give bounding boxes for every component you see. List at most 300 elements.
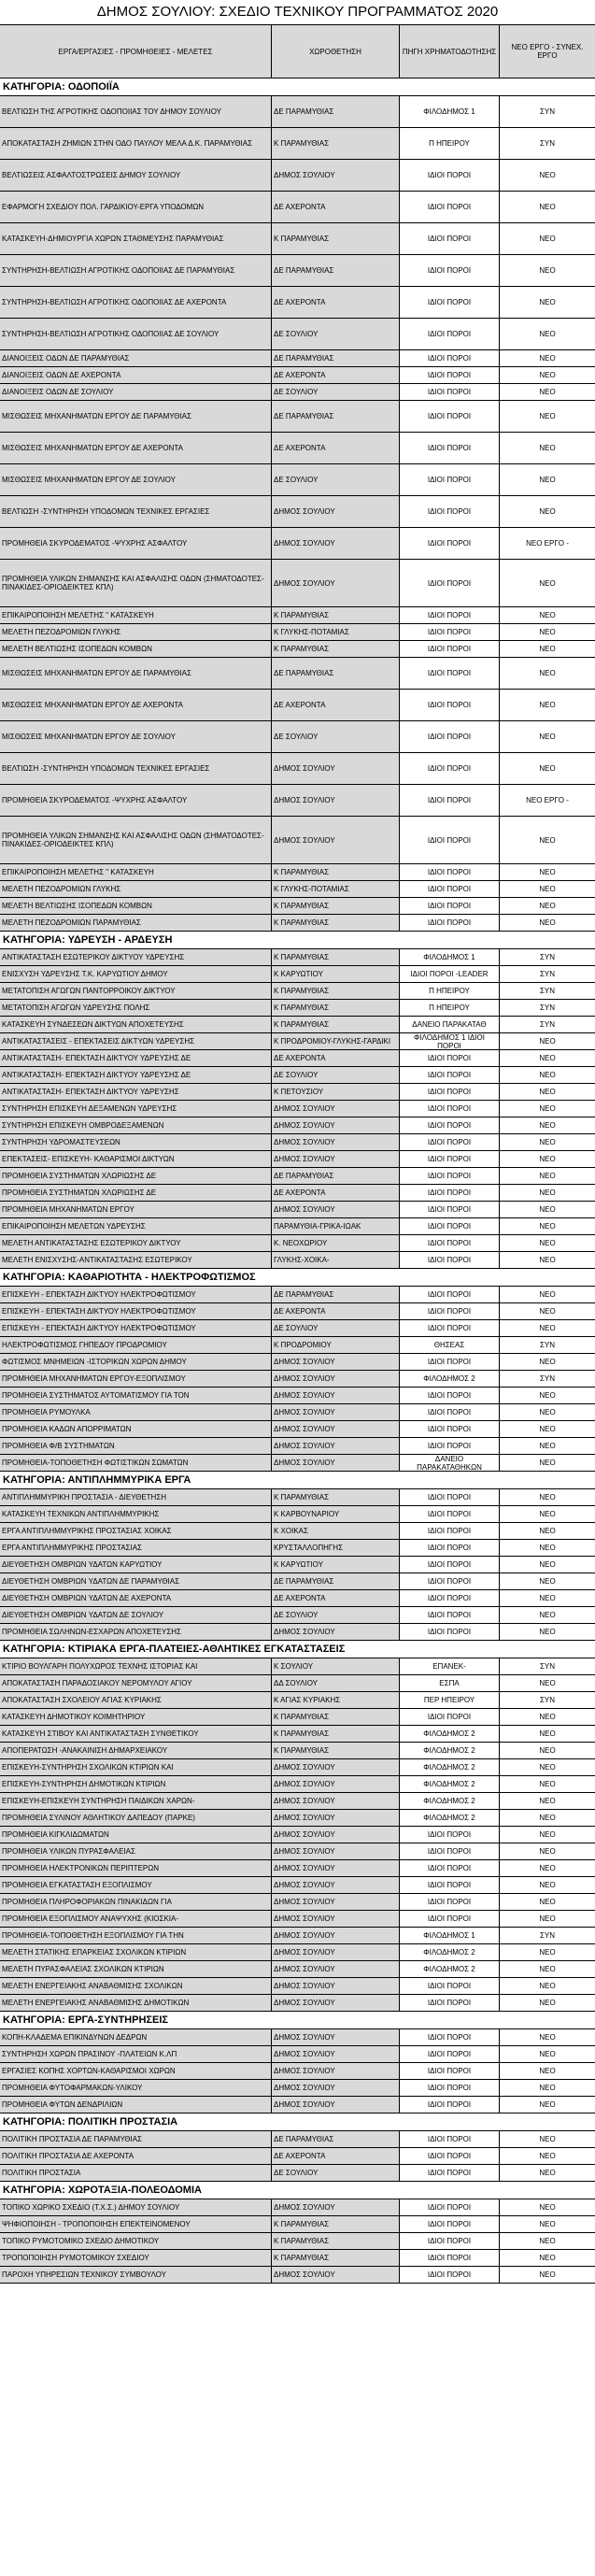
location-cell: ΔΗΜΟΣ ΣΟΥΛΙΟΥ <box>272 1117 400 1133</box>
location-cell: ΔΗΜΟΣ ΣΟΥΛΙΟΥ <box>272 1776 400 1792</box>
funding-cell: ΙΔΙΟΙ ΠΟΡΟΙ <box>400 2097 500 2113</box>
funding-cell: ΙΔΙΟΙ ΠΟΡΟΙ <box>400 1235 500 1251</box>
table-row <box>0 1877 595 1894</box>
work-cell: ΕΠΙΣΚΕΥΗ-ΣΥΝΤΗΡΗΣΗ ΔΗΜΟΤΙΚΩΝ ΚΤΙΡΙΩΝ <box>0 1776 272 1792</box>
status-cell: ΝΕΟ <box>500 350 595 366</box>
work-cell: ΠΡΟΜΗΘΕΙΑ ΜΗΧΑΝΗΜΑΤΩΝ ΕΡΓΟΥ-ΕΞΟΠΛΙΣΜΟΥ <box>0 1371 272 1387</box>
work-cell: ΕΠΙΚΑΙΡΟΠΟΙΗΣΗ ΜΕΛΕΤΗΣ " ΚΑΤΑΣΚΕΥΗ <box>0 607 272 623</box>
table-row <box>0 433 595 464</box>
work-cell: ΚΤΙΡΙΟ ΒΟΥΛΓΑΡΗ ΠΟΛΥΧΩΡΟΣ ΤΕΧΝΗΣ ΙΣΤΟΡΙΑΣ ΚΑΙ <box>0 1658 272 1674</box>
work-cell: ΒΕΛΤΙΩΣΗ -ΣΥΝΤΗΡΗΣΗ ΥΠΟΔΟΜΩΝ ΤΕΧΝΙΚΕΣ ΕΡΓΑΣΙΕΣ <box>0 753 272 784</box>
status-cell: ΝΕΟ <box>500 192 595 222</box>
table-row <box>0 1944 595 1961</box>
status-cell: ΝΕΟ <box>500 607 595 623</box>
work-cell: ΑΝΤΙΚΑΤΑΣΤΑΣΗ ΕΣΩΤΕΡΙΚΟΥ ΔΙΚΤΥΟΥ ΥΔΡΕΥΣΗΣ <box>0 949 272 965</box>
funding-cell: ΙΔΙΟΙ ΠΟΡΟΙ <box>400 2046 500 2062</box>
table-row <box>0 1354 595 1371</box>
status-cell: ΝΕΟ <box>500 1388 595 1403</box>
work-cell: ΤΡΟΠΟΠΟΙΗΣΗ ΡΥΜΟΤΟΜΙΚΟΥ ΣΧΕΔΙΟΥ <box>0 2250 272 2266</box>
work-cell: ΔΙΕΥΘΕΤΗΣΗ ΟΜΒΡΙΩΝ ΥΔΑΤΩΝ ΚΑΡΥΩΤΙΟΥ <box>0 1557 272 1573</box>
status-cell: ΣΥΝ <box>500 1017 595 1032</box>
status-cell: ΝΕΟ <box>500 1726 595 1742</box>
funding-cell: ΙΔΙΟΙ ΠΟΡΟΙ <box>400 1303 500 1319</box>
location-cell: ΔΕ ΠΑΡΑΜΥΘΙΑΣ <box>272 2131 400 2147</box>
table-row <box>0 1573 595 1590</box>
status-cell: ΝΕΟ <box>500 1252 595 1268</box>
table-row <box>0 1202 595 1218</box>
status-cell: ΝΕΟ <box>500 1404 595 1420</box>
work-cell: ΠΡΟΜΗΘΕΙΑ Φ/Β ΣΥΣΤΗΜΑΤΩΝ <box>0 1438 272 1454</box>
funding-cell: ΙΔΙΟΙ ΠΟΡΟΙ <box>400 1523 500 1539</box>
work-cell: ΠΡΟΜΗΘΕΙΑ ΣΚΥΡΟΔΕΜΑΤΟΣ -ΨΥΧΡΗΣ ΑΣΦΑΛΤΟΥ <box>0 528 272 559</box>
work-cell: ΔΙΑΝΟΙΞΕΙΣ ΟΔΩΝ ΔΕ ΑΧΕΡΟΝΤΑ <box>0 367 272 383</box>
table-row <box>0 607 595 624</box>
location-cell: ΠΑΡΑΜΥΘΙΑ-ΓΡΙΚΑ-ΙΩΑΚ <box>272 1218 400 1234</box>
location-cell: ΔΗΜΟΣ ΣΟΥΛΙΟΥ <box>272 560 400 606</box>
status-cell: ΝΕΟ <box>500 560 595 606</box>
location-cell: Κ ΠΑΡΑΜΥΘΙΑΣ <box>272 915 400 931</box>
status-cell: ΝΕΟ <box>500 401 595 432</box>
location-cell: Κ ΠΑΡΑΜΥΘΙΑΣ <box>272 2216 400 2232</box>
funding-cell: ΙΔΙΟΙ ΠΟΡΟΙ <box>400 1438 500 1454</box>
location-cell: ΔΗΜΟΣ ΣΟΥΛΙΟΥ <box>272 785 400 816</box>
table-row <box>0 1860 595 1877</box>
funding-cell: ΙΔΙΟΙ ΠΟΡΟΙ <box>400 1151 500 1167</box>
work-cell: ΔΙΕΥΘΕΤΗΣΗ ΟΜΒΡΙΩΝ ΥΔΑΤΩΝ ΔΕ ΣΟΥΛΙΟΥ <box>0 1607 272 1623</box>
funding-cell: ΙΔΙΟΙ ΠΟΡΟΙ <box>400 2063 500 2079</box>
location-cell: ΔΗΜΟΣ ΣΟΥΛΙΟΥ <box>272 1810 400 1826</box>
work-cell: ΠΡΟΜΗΘΕΙΑ ΦΥΤΟΦΑΡΜΑΚΩΝ-ΥΛΙΚΟΥ <box>0 2080 272 2096</box>
status-cell: ΝΕΟ ΕΡΓΟ - <box>500 528 595 559</box>
table-row <box>0 721 595 753</box>
funding-cell: ΙΔΙΟΙ ΠΟΡΟΙ <box>400 1709 500 1725</box>
work-cell: ΠΡΟΜΗΘΕΙΑ ΚΙΓΚΛΙΔΩΜΑΤΩΝ <box>0 1827 272 1843</box>
status-cell: ΣΥΝ <box>500 96 595 127</box>
table-row <box>0 817 595 864</box>
status-cell: ΣΥΝ <box>500 949 595 965</box>
work-cell: ΑΠΟΚΑΤΑΣΤΑΣΗ ΖΗΜΙΩΝ ΣΤΗΝ ΟΔΟ ΠΑΥΛΟΥ ΜΕΛΑ Δ.Κ. ΠΑΡΑΜΥΘΙΑΣ <box>0 128 272 159</box>
location-cell: ΔΕ ΣΟΥΛΙΟΥ <box>272 2165 400 2181</box>
location-cell: ΔΗΜΟΣ ΣΟΥΛΙΟΥ <box>272 1877 400 1893</box>
funding-cell: ΙΔΙΟΙ ΠΟΡΟΙ <box>400 1117 500 1133</box>
status-cell: ΝΕΟ <box>500 881 595 897</box>
funding-cell: ΙΔΙΟΙ ΠΟΡΟΙ <box>400 1506 500 1522</box>
location-cell: ΔΕ ΑΧΕΡΟΝΤΑ <box>272 287 400 318</box>
work-cell: ΚΑΤΑΣΚΕΥΗ ΣΥΝΔΕΣΕΩΝ ΔΙΚΤΥΩΝ ΑΠΟΧΕΤΕΥΣΗΣ <box>0 1017 272 1032</box>
funding-cell: ΙΔΙΟΙ ΠΟΡΟΙ <box>400 496 500 527</box>
funding-cell: ΦΙΛΟΔΗΜΟΣ 2 <box>400 1743 500 1758</box>
table-row <box>0 753 595 785</box>
table-row <box>0 1455 595 1472</box>
table-row <box>0 2165 595 2182</box>
funding-cell: ΔΑΝΕΙΟ ΠΑΡΑΚΑΤΑΘ <box>400 1017 500 1032</box>
table-row <box>0 1911 595 1928</box>
funding-cell: ΘΗΣΕΑΣ <box>400 1337 500 1353</box>
table-row <box>0 287 595 319</box>
status-cell: ΝΕΟ <box>500 1506 595 1522</box>
status-cell: ΝΕΟ <box>500 2250 595 2266</box>
work-cell: ΚΑΤΑΣΚΕΥΗ ΣΤΙΒΟΥ ΚΑΙ ΑΝΤΙΚΑΤΑΣΤΑΣΗ ΣΥΝΘΕΤΙΚΟΥ <box>0 1726 272 1742</box>
work-cell: ΚΟΠΗ-ΚΛΑΔΕΜΑ ΕΠΙΚΙΝΔΥΝΩΝ ΔΕΔΡΩΝ <box>0 2029 272 2045</box>
status-cell: ΝΕΟ <box>500 255 595 286</box>
table-row <box>0 350 595 367</box>
location-cell: ΔΗΜΟΣ ΣΟΥΛΙΟΥ <box>272 1151 400 1167</box>
location-cell: ΔΕ ΠΑΡΑΜΥΘΙΑΣ <box>272 658 400 689</box>
status-cell: ΝΕΟ <box>500 1438 595 1454</box>
table-row <box>0 128 595 160</box>
table-row <box>0 528 595 560</box>
location-cell: Κ ΧΟΙΚΑΣ <box>272 1523 400 1539</box>
funding-cell: ΙΔΙΟΙ ΠΟΡΟΙ <box>400 1320 500 1336</box>
work-cell: ΔΙΕΥΘΕΤΗΣΗ ΟΜΒΡΙΩΝ ΥΔΑΤΩΝ ΔΕ ΑΧΕΡΟΝΤΑ <box>0 1590 272 1606</box>
location-cell: Κ ΓΛΥΚΗΣ-ΠΟΤΑΜΙΑΣ <box>272 624 400 640</box>
table-row <box>0 223 595 255</box>
funding-cell: ΙΔΙΟΙ ΠΟΡΟΙ <box>400 2199 500 2215</box>
table-row <box>0 2199 595 2216</box>
funding-cell: ΦΙΛΟΔΗΜΟΣ 2 <box>400 1944 500 1960</box>
work-cell: ΜΕΤΑΤΟΠΙΣΗ ΑΓΩΓΩΝ ΠΑΝΤΟΡΡΟΙΚΟΥ ΔΙΚΤΥΟΥ <box>0 983 272 999</box>
table-row <box>0 1117 595 1134</box>
status-cell: ΣΥΝ <box>500 983 595 999</box>
table-row <box>0 1978 595 1995</box>
work-cell: ΠΡΟΜΗΘΕΙΑ ΥΛΙΚΩΝ ΣΗΜΑΝΣΗΣ ΚΑΙ ΑΣΦΑΛΙΣΗΣ ΟΔΩΝ (ΣΗΜΑΤΟΔΟΤΕΣ-ΠΙΝΑΚΙΔΕΣ-ΟΡΙΟΔΕΙΚΤΕΣ ΚΠΛ) <box>0 560 272 606</box>
work-cell: ΠΡΟΜΗΘΕΙΑ ΣΚΥΡΟΔΕΜΑΤΟΣ -ΨΥΧΡΗΣ ΑΣΦΑΛΤΟΥ <box>0 785 272 816</box>
table-row <box>0 898 595 915</box>
work-cell: ΜΕΛΕΤΗ ΕΝΕΡΓΕΙΑΚΗΣ ΑΝΑΒΑΘΜΙΣΗΣ ΣΧΟΛΙΚΩΝ <box>0 1978 272 1994</box>
work-cell: ΕΠΕΚΤΑΣΕΙΣ- ΕΠΙΣΚΕΥΗ- ΚΑΘΑΡΙΣΜΟΙ ΔΙΚΤΥΩΝ <box>0 1151 272 1167</box>
status-cell: ΝΕΟ <box>500 1624 595 1640</box>
table-row <box>0 1506 595 1523</box>
funding-cell: ΙΔΙΟΙ ΠΟΡΟΙ <box>400 350 500 366</box>
status-cell: ΝΕΟ <box>500 658 595 689</box>
work-cell: ΜΙΣΘΩΣΕΙΣ ΜΗΧΑΝΗΜΑΤΩΝ ΕΡΓΟΥ ΔΕ ΑΧΕΡΟΝΤΑ <box>0 433 272 463</box>
location-cell: ΔΗΜΟΣ ΣΟΥΛΙΟΥ <box>272 1421 400 1437</box>
table-row <box>0 1793 595 1810</box>
work-cell: ΠΡΟΜΗΘΕΙΑ ΣΥΛΙΝΟΥ ΑΘΛΗΤΙΚΟΥ ΔΑΠΕΔΟΥ (ΠΑΡΚΕ) <box>0 1810 272 1826</box>
work-cell: ΗΛΕΚΤΡΟΦΩΤΙΣΜΟΣ ΓΗΠΕΔΟΥ ΠΡΟΔΡΟΜΙΟΥ <box>0 1337 272 1353</box>
table-row <box>0 1185 595 1202</box>
status-cell: ΝΕΟ <box>500 1877 595 1893</box>
funding-cell: ΙΔΙΟΙ ΠΟΡΟΙ <box>400 1084 500 1100</box>
status-cell: ΝΕΟ <box>500 1894 595 1910</box>
location-cell: Κ ΠΑΡΑΜΥΘΙΑΣ <box>272 983 400 999</box>
funding-cell: ΙΔΙΟΙ ΠΟΡΟΙ <box>400 401 500 432</box>
location-cell: ΔΗΜΟΣ ΣΟΥΛΙΟΥ <box>272 1134 400 1150</box>
category-title: ΚΑΤΗΓΟΡΙΑ: ΚΤΙΡΙΑΚΑ ΕΡΓΑ-ΠΛΑΤΕΙΕΣ-ΑΘΛΗΤΙΚΕΣ ΕΓΚΑΤΑΣΤΑΣΕΙΣ <box>0 1641 595 1658</box>
funding-cell: ΙΔΙΟΙ ΠΟΡΟΙ <box>400 192 500 222</box>
table-row <box>0 2267 595 2284</box>
funding-cell: ΔΑΝΕΙΟ ΠΑΡΑΚΑΤΑΘΗΚΩΝ <box>400 1455 500 1471</box>
status-cell: ΝΕΟ <box>500 1455 595 1471</box>
table-row <box>0 1017 595 1033</box>
work-cell: ΕΡΓΑ ΑΝΤΙΠΛΗΜΜΥΡΙΚΗΣ ΠΡΟΣΤΑΣΙΑΣ ΧΟΙΚΑΣ <box>0 1523 272 1539</box>
funding-cell: ΦΙΛΟΔΗΜΟΣ 2 <box>400 1810 500 1826</box>
status-cell: ΝΕΟ <box>500 1793 595 1809</box>
work-cell: ΠΡΟΜΗΘΕΙΑ-ΤΟΠΟΘΕΤΗΣΗ ΕΞΟΠΛΙΣΜΟΥ ΓΙΑ ΤΗΝ <box>0 1928 272 1943</box>
work-cell: ΜΕΛΕΤΗ ΒΕΛΤΙΩΣΗΣ ΙΣΟΠΕΔΩΝ ΚΟΜΒΩΝ <box>0 898 272 914</box>
table-row <box>0 2250 595 2267</box>
table-row <box>0 1252 595 1269</box>
work-cell: ΜΕΛΕΤΗ ΑΝΤΙΚΑΤΑΣΤΑΣΗΣ ΕΣΩΤΕΡΙΚΟΥ ΔΙΚΤΥΟΥ <box>0 1235 272 1251</box>
location-cell: Κ ΠΑΡΑΜΥΘΙΑΣ <box>272 1000 400 1016</box>
location-cell: ΔΗΜΟΣ ΣΟΥΛΙΟΥ <box>272 496 400 527</box>
funding-cell: ΙΔΙΟΙ ΠΟΡΟΙ <box>400 255 500 286</box>
table-row <box>0 1961 595 1978</box>
funding-cell: ΙΔΙΟΙ ΠΟΡΟΙ <box>400 433 500 463</box>
location-cell: ΔΗΜΟΣ ΣΟΥΛΙΟΥ <box>272 1101 400 1117</box>
table-row <box>0 2046 595 2063</box>
funding-cell: ΙΔΙΟΙ ΠΟΡΟΙ <box>400 1218 500 1234</box>
work-cell: ΣΥΝΤΗΡΗΣΗ ΕΠΙΣΚΕΥΗ ΔΕΞΑΜΕΝΩΝ ΥΔΡΕΥΣΗΣ <box>0 1101 272 1117</box>
status-cell: ΣΥΝ <box>500 1371 595 1387</box>
work-cell: ΕΝΙΣΧΥΣΗ ΥΔΡΕΥΣΗΣ Τ.Κ. ΚΑΡΥΩΤΙΟΥ ΔΗΜΟΥ <box>0 966 272 982</box>
table-row <box>0 1658 595 1675</box>
funding-cell: ΙΔΙΟΙ ΠΟΡΟΙ <box>400 1843 500 1859</box>
location-cell: Κ. ΝΕΟΧΩΡΙΟΥ <box>272 1235 400 1251</box>
status-cell: ΝΕΟ <box>500 1421 595 1437</box>
work-cell: ΦΩΤΙΣΜΟΣ ΜΝΗΜΕΙΩΝ -ΙΣΤΟΡΙΚΩΝ ΧΩΡΩΝ ΔΗΜΟΥ <box>0 1354 272 1370</box>
funding-cell: ΙΔΙΟΙ ΠΟΡΟΙ <box>400 1489 500 1505</box>
table-row <box>0 1709 595 1726</box>
status-cell: ΝΕΟ <box>500 1776 595 1792</box>
funding-cell: ΙΔΙΟΙ ΠΟΡΟΙ <box>400 1185 500 1201</box>
location-cell: ΔΕ ΣΟΥΛΙΟΥ <box>272 721 400 752</box>
table-row <box>0 949 595 966</box>
table-row <box>0 1438 595 1455</box>
table-row <box>0 1827 595 1843</box>
work-cell: ΜΕΛΕΤΗ ΕΝΕΡΓΕΙΑΚΗΣ ΑΝΑΒΑΘΜΙΣΗΣ ΔΗΜΟΤΙΚΩΝ <box>0 1995 272 2011</box>
funding-cell: ΙΔΙΟΙ ΠΟΡΟΙ <box>400 528 500 559</box>
table-row <box>0 1000 595 1017</box>
status-cell: ΝΕΟ <box>500 2063 595 2079</box>
category-title: ΚΑΤΗΓΟΡΙΑ: ΟΔΟΠΟΙΪΑ <box>0 78 595 96</box>
location-cell: ΔΕ ΣΟΥΛΙΟΥ <box>272 319 400 349</box>
work-cell: ΒΕΛΤΙΩΣΕΙΣ ΑΣΦΑΛΤΟΣΤΡΩΣΕΙΣ ΔΗΜΟΥ ΣΟΥΛΙΟΥ <box>0 160 272 191</box>
work-cell: ΠΟΛΙΤΙΚΗ ΠΡΟΣΤΑΣΙΑ ΔΕ ΠΑΡΑΜΥΘΙΑΣ <box>0 2131 272 2147</box>
table-row <box>0 1033 595 1050</box>
table-row <box>0 384 595 401</box>
work-cell: ΠΡΟΜΗΘΕΙΑ ΕΞΟΠΛΙΣΜΟΥ ΑΝΑΨΥΧΗΣ (ΚΙΟΣΚΙΑ- <box>0 1911 272 1927</box>
location-cell: ΔΗΜΟΣ ΣΟΥΛΙΟΥ <box>272 1961 400 1977</box>
table-row <box>0 1607 595 1624</box>
location-cell: ΔΕ ΣΟΥΛΙΟΥ <box>272 384 400 400</box>
location-cell: ΔΗΜΟΣ ΣΟΥΛΙΟΥ <box>272 528 400 559</box>
status-cell: ΝΕΟ <box>500 2046 595 2062</box>
status-cell: ΝΕΟ <box>500 1540 595 1556</box>
funding-cell: ΙΔΙΟΙ ΠΟΡΟΙ <box>400 384 500 400</box>
status-cell: ΝΕΟ <box>500 160 595 191</box>
table-row <box>0 983 595 1000</box>
status-cell: ΝΕΟ <box>500 1995 595 2011</box>
location-cell: ΔΗΜΟΣ ΣΟΥΛΙΟΥ <box>272 1759 400 1775</box>
funding-cell: ΦΙΛΟΔΗΜΟΣ 1 ΙΔΙΟΙ ΠΟΡΟΙ <box>400 1033 500 1049</box>
status-cell: ΝΕΟ <box>500 1320 595 1336</box>
work-cell: ΠΡΟΜΗΘΕΙΑ ΥΛΙΚΩΝ ΣΗΜΑΝΣΗΣ ΚΑΙ ΑΣΦΑΛΙΣΗΣ ΟΔΩΝ (ΣΗΜΑΤΟΔΟΤΕΣ-ΠΙΝΑΚΙΔΕΣ-ΟΡΙΟΔΕΙΚΤΕΣ ΚΠΛ) <box>0 817 272 863</box>
table-row <box>0 1810 595 1827</box>
funding-cell: ΙΔΙΟΙ ΠΟΡΟΙ <box>400 624 500 640</box>
location-cell: ΔΕ ΣΟΥΛΙΟΥ <box>272 1067 400 1083</box>
location-cell: Κ ΠΑΡΑΜΥΘΙΑΣ <box>272 2233 400 2249</box>
funding-cell: ΙΔΙΟΙ ΠΟΡΟΙ <box>400 2165 500 2181</box>
status-cell: ΝΕΟ <box>500 1827 595 1843</box>
status-cell: ΝΕΟ <box>500 287 595 318</box>
status-cell: ΝΕΟ <box>500 1944 595 1960</box>
table-row <box>0 192 595 223</box>
funding-cell: ΙΔΙΟΙ ΠΟΡΟΙ <box>400 2131 500 2147</box>
table-row <box>0 641 595 658</box>
funding-cell: ΙΔΙΟΙ ΠΟΡΟΙ <box>400 1134 500 1150</box>
status-cell: ΝΕΟ <box>500 864 595 880</box>
location-cell: Κ ΠΑΡΑΜΥΘΙΑΣ <box>272 864 400 880</box>
table-row <box>0 2080 595 2097</box>
work-cell: ΜΕΛΕΤΗ ΠΕΖΟΔΡΟΜΙΩΝ ΓΛΥΚΗΣ <box>0 881 272 897</box>
work-cell: ΠΡΟΜΗΘΕΙΑ-ΤΟΠΟΘΕΤΗΣΗ ΦΩΤΙΣΤΙΚΩΝ ΣΩΜΑΤΩΝ <box>0 1455 272 1471</box>
header-status: ΝΕΟ ΕΡΓΟ - ΣΥΝΕΧ. ΕΡΓΟ <box>511 43 584 60</box>
work-cell: ΜΕΤΑΤΟΠΙΣΗ ΑΓΩΓΩΝ ΥΔΡΕΥΣΗΣ ΠΟΛΗΣ <box>0 1000 272 1016</box>
table-row <box>0 785 595 817</box>
status-cell: ΝΕΟ <box>500 1911 595 1927</box>
location-cell: ΔΗΜΟΣ ΣΟΥΛΙΟΥ <box>272 1624 400 1640</box>
work-cell: ΣΥΝΤΗΡΗΣΗ-ΒΕΛΤΙΩΣΗ ΑΓΡΟΤΙΚΗΣ ΟΔΟΠΟΙΙΑΣ ΔΕ ΑΧΕΡΟΝΤΑ <box>0 287 272 318</box>
funding-cell: ΙΔΙΟΙ ΠΟΡΟΙ <box>400 915 500 931</box>
location-cell: ΔΕ ΠΑΡΑΜΥΘΙΑΣ <box>272 255 400 286</box>
work-cell: ΑΠΟΠΕΡΑΤΩΣΗ -ΑΝΑΚΑΙΝΙΣΗ ΔΗΜΑΡΧΕΙΑΚΟΥ <box>0 1743 272 1758</box>
status-cell: ΝΕΟ <box>500 1810 595 1826</box>
location-cell: ΔΕ ΣΟΥΛΙΟΥ <box>272 1607 400 1623</box>
table-row <box>0 1928 595 1944</box>
work-cell: ΤΟΠΙΚΟ ΡΥΜΟΤΟΜΙΚΟ ΣΧΕΔΙΟ ΔΗΜΟΤΙΚΟΥ <box>0 2233 272 2249</box>
table-row <box>0 1759 595 1776</box>
location-cell: ΔΗΜΟΣ ΣΟΥΛΙΟΥ <box>272 1354 400 1370</box>
status-cell: ΝΕΟ <box>500 2148 595 2164</box>
status-cell: ΝΕΟ <box>500 2165 595 2181</box>
location-cell: Κ ΓΛΥΚΗΣ-ΠΟΤΑΜΙΑΣ <box>272 881 400 897</box>
location-cell: ΔΕ ΑΧΕΡΟΝΤΑ <box>272 1590 400 1606</box>
work-cell: ΑΠΟΚΑΤΑΣΤΑΣΗ ΣΧΟΛΕΙΟΥ ΑΓΙΑΣ ΚΥΡΙΑΚΗΣ <box>0 1692 272 1708</box>
location-cell: ΔΗΜΟΣ ΣΟΥΛΙΟΥ <box>272 1404 400 1420</box>
location-cell: ΔΗΜΟΣ ΣΟΥΛΙΟΥ <box>272 160 400 191</box>
funding-cell: ΙΔΙΟΙ ΠΟΡΟΙ <box>400 2148 500 2164</box>
table-header <box>0 25 595 78</box>
table-row <box>0 1776 595 1793</box>
table-row <box>0 401 595 433</box>
funding-cell: ΙΔΙΟΙ ΠΟΡΟΙ <box>400 1877 500 1893</box>
table-row <box>0 1624 595 1641</box>
table-row <box>0 2029 595 2046</box>
status-cell: ΝΕΟ <box>500 223 595 254</box>
work-cell: ΜΙΣΘΩΣΕΙΣ ΜΗΧΑΝΗΜΑΤΩΝ ΕΡΓΟΥ ΔΕ ΣΟΥΛΙΟΥ <box>0 721 272 752</box>
location-cell: ΔΕ ΣΟΥΛΙΟΥ <box>272 464 400 495</box>
status-cell: ΝΕΟ <box>500 1084 595 1100</box>
table-row <box>0 1692 595 1709</box>
location-cell: Κ ΚΑΡΒΟΥΝΑΡΙΟΥ <box>272 1506 400 1522</box>
location-cell: Κ ΠΡΟΔΡΟΜΙΟΥ <box>272 1337 400 1353</box>
location-cell: ΔΕ ΠΑΡΑΜΥΘΙΑΣ <box>272 350 400 366</box>
funding-cell: ΙΔΙΟΙ ΠΟΡΟΙ <box>400 1827 500 1843</box>
work-cell: ΣΥΝΤΗΡΗΣΗ ΕΠΙΣΚΕΥΗ ΟΜΒΡΟΔΕΞΑΜΕΝΩΝ <box>0 1117 272 1133</box>
table-row <box>0 1101 595 1117</box>
header-funding: ΠΗΓΗ ΧΡΗΜΑΤΟΔΟΤΗΣΗΣ <box>400 25 500 78</box>
funding-cell: ΙΔΙΟΙ ΠΟΡΟΙ <box>400 753 500 784</box>
table-row <box>0 1995 595 2012</box>
table-row <box>0 2097 595 2113</box>
table-row <box>0 1168 595 1185</box>
table-row <box>0 319 595 350</box>
work-cell: ΠΡΟΜΗΘΕΙΑ ΦΥΤΩΝ ΔΕΝΔΡΙΛΙΩΝ <box>0 2097 272 2113</box>
location-cell: ΔΕ ΣΟΥΛΙΟΥ <box>272 1320 400 1336</box>
table-row <box>0 1590 595 1607</box>
location-cell: ΔΗΜΟΣ ΣΟΥΛΙΟΥ <box>272 2097 400 2113</box>
status-cell: ΣΥΝ <box>500 128 595 159</box>
table-row <box>0 1337 595 1354</box>
status-cell: ΝΕΟ <box>500 1843 595 1859</box>
location-cell: Κ ΠΑΡΑΜΥΘΙΑΣ <box>272 1017 400 1032</box>
table-row <box>0 1320 595 1337</box>
status-cell: ΝΕΟ <box>500 433 595 463</box>
location-cell: Κ ΑΓΙΑΣ ΚΥΡΙΑΚΗΣ <box>272 1692 400 1708</box>
location-cell: ΔΗΜΟΣ ΣΟΥΛΙΟΥ <box>272 1995 400 2011</box>
status-cell: ΣΥΝ <box>500 1692 595 1708</box>
status-cell: ΝΕΟ <box>500 1961 595 1977</box>
work-cell: ΜΙΣΘΩΣΕΙΣ ΜΗΧΑΝΗΜΑΤΩΝ ΕΡΓΟΥ ΔΕ ΠΑΡΑΜΥΘΙΑΣ <box>0 401 272 432</box>
location-cell: Κ ΠΑΡΑΜΥΘΙΑΣ <box>272 949 400 965</box>
funding-cell: Π ΗΠΕΙΡΟΥ <box>400 1000 500 1016</box>
work-cell: ΔΙΑΝΟΙΞΕΙΣ ΟΔΩΝ ΔΕ ΠΑΡΑΜΥΘΙΑΣ <box>0 350 272 366</box>
table-row <box>0 1726 595 1743</box>
table-row <box>0 1218 595 1235</box>
location-cell: ΔΗΜΟΣ ΣΟΥΛΙΟΥ <box>272 2046 400 2062</box>
funding-cell: ΙΔΙΟΙ ΠΟΡΟΙ <box>400 2233 500 2249</box>
table-row <box>0 1303 595 1320</box>
status-cell: ΝΕΟ <box>500 690 595 720</box>
location-cell: ΔΕ ΑΧΕΡΟΝΤΑ <box>272 1050 400 1066</box>
location-cell: ΔΕ ΠΑΡΑΜΥΘΙΑΣ <box>272 96 400 127</box>
funding-cell: ΙΔΙΟΙ ΠΟΡΟΙ <box>400 464 500 495</box>
work-cell: ΠΟΛΙΤΙΚΗ ΠΡΟΣΤΑΣΙΑ ΔΕ ΑΧΕΡΟΝΤΑ <box>0 2148 272 2164</box>
table-row <box>0 1421 595 1438</box>
table-row <box>0 1235 595 1252</box>
funding-cell: ΙΔΙΟΙ ΠΟΡΟΙ <box>400 607 500 623</box>
work-cell: ΚΑΤΑΣΚΕΥΗ ΤΕΧΝΙΚΩΝ ΑΝΤΙΠΛΗΜΜΥΡΙΚΗΣ <box>0 1506 272 1522</box>
table-row <box>0 915 595 932</box>
table-row <box>0 1540 595 1557</box>
work-cell: ΒΕΛΤΙΩΣΗ -ΣΥΝΤΗΡΗΣΗ ΥΠΟΔΟΜΩΝ ΤΕΧΝΙΚΕΣ ΕΡΓΑΣΙΕΣ <box>0 496 272 527</box>
funding-cell: ΙΔΙΟΙ ΠΟΡΟΙ <box>400 1388 500 1403</box>
status-cell: ΝΕΟ <box>500 319 595 349</box>
work-cell: ΠΡΟΜΗΘΕΙΑ ΗΛΕΚΤΡΟΝΙΚΩΝ ΠΕΡΙΠΤΕΡΩΝ <box>0 1860 272 1876</box>
funding-cell: ΙΔΙΟΙ ΠΟΡΟΙ <box>400 1557 500 1573</box>
status-cell: ΝΕΟ <box>500 1978 595 1994</box>
location-cell: ΔΕ ΠΑΡΑΜΥΘΙΑΣ <box>272 1287 400 1302</box>
table-row <box>0 367 595 384</box>
funding-cell: ΙΔΙΟΙ ΠΟΡΟΙ <box>400 1978 500 1994</box>
status-cell: ΣΥΝ <box>500 1337 595 1353</box>
location-cell: ΔΔ ΣΟΥΛΙΟΥ <box>272 1675 400 1691</box>
funding-cell: ΙΔΙΟΙ ΠΟΡΟΙ <box>400 864 500 880</box>
status-cell: ΝΕΟ <box>500 2233 595 2249</box>
table-row <box>0 624 595 641</box>
work-cell: ΕΠΙΣΚΕΥΗ - ΕΠΕΚΤΑΣΗ ΔΙΚΤΥΟΥ ΗΛΕΚΤΡΟΦΩΤΙΣΜΟΥ <box>0 1320 272 1336</box>
status-cell: ΝΕΟ ΕΡΓΟ - <box>500 785 595 816</box>
status-cell: ΝΕΟ <box>500 1287 595 1302</box>
funding-cell: ΙΔΙΟΙ ΠΟΡΟΙ <box>400 2029 500 2045</box>
work-cell: ΠΡΟΜΗΘΕΙΑ ΣΩΛΗΝΩΝ-ΕΣΧΑΡΩΝ ΑΠΟΧΕΤΕΥΣΗΣ <box>0 1624 272 1640</box>
work-cell: ΣΥΝΤΗΡΗΣΗ-ΒΕΛΤΙΩΣΗ ΑΓΡΟΤΙΚΗΣ ΟΔΟΠΟΙΙΑΣ ΔΕ ΣΟΥΛΙΟΥ <box>0 319 272 349</box>
status-cell: ΝΕΟ <box>500 1759 595 1775</box>
table-row <box>0 1843 595 1860</box>
funding-cell: ΙΔΙΟΙ ΠΟΡΟΙ <box>400 1421 500 1437</box>
funding-cell: ΙΔΙΟΙ ΠΟΡΟΙ <box>400 817 500 863</box>
